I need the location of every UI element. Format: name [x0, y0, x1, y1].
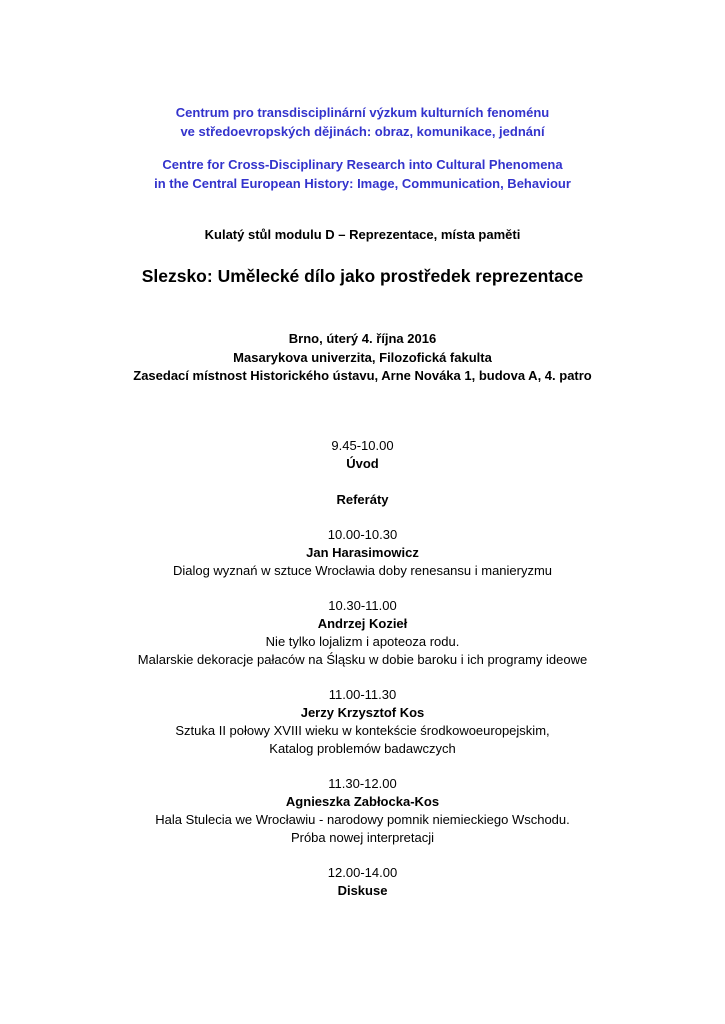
roundtable-subtitle: Kulatý stůl modulu D – Reprezentace, místa paměti	[204, 227, 521, 242]
program-intro	[0, 437, 725, 473]
talk-title: Próba nowej interpretacji	[290, 830, 435, 845]
discussion-label: Diskuse	[337, 883, 388, 898]
talk-title: Hala Stulecia we Wrocławiu - narodowy pomnik niemieckiego Wschodu.	[155, 812, 570, 827]
page-title: Slezsko: Umělecké dílo jako prostředek reprezentace	[141, 266, 584, 286]
event-room: Zasedací místnost Historického ústavu, Arne Nováka 1, budova A, 4. patro	[133, 368, 592, 383]
header-cz-line1: Centrum pro transdisciplinární výzkum kulturních fenoménu	[175, 105, 550, 120]
talk-title: Katalog problemów badawczych	[269, 741, 456, 756]
talk-item	[0, 686, 725, 758]
discussion-time: 12.00-14.00	[327, 865, 398, 880]
header-english	[0, 155, 725, 193]
talk-title: Malarskie dekoracje pałaców na Śląsku w dobie baroku i ich programy ideowe	[137, 652, 588, 667]
talk-speaker: Jan Harasimowicz	[306, 545, 419, 560]
event-institution: Masarykova univerzita, Filozofická fakulta	[233, 349, 492, 365]
talk-title: Nie tylko lojalizm i apoteoza rodu.	[265, 634, 460, 649]
section-label: Referáty	[336, 492, 389, 507]
program-discussion	[0, 864, 725, 900]
header-en-line1: Centre for Cross-Disciplinary Research into Cultural Phenomena	[162, 157, 563, 172]
talk-title: Sztuka II połowy XVIII wieku w kontekście środkowoeuropejskim,	[175, 723, 550, 738]
intro-label: Úvod	[346, 456, 379, 471]
talk-item	[0, 597, 725, 669]
event-date: Brno, úterý 4. října 2016	[288, 331, 437, 346]
talk-time: 11.00-11.30	[328, 687, 397, 702]
header-cz-line2: ve středoevropských dějinách: obraz, komunikace, jednání	[180, 124, 545, 139]
talk-time: 10.30-11.00	[328, 598, 397, 613]
talk-time: 10.00-10.30	[327, 527, 398, 542]
header-czech	[0, 103, 725, 141]
intro-time: 9.45-10.00	[331, 438, 394, 453]
talk-speaker: Andrzej Kozieł	[317, 616, 408, 631]
talk-speaker: Agnieszka Zabłocka-Kos	[285, 794, 440, 809]
event-info	[0, 330, 725, 386]
section-heading	[0, 491, 725, 509]
talk-time: 11.30-12.00	[328, 776, 397, 791]
talk-item	[0, 526, 725, 580]
header-en-line2: in the Central European History: Image, Communication, Behaviour	[154, 176, 571, 191]
talk-item	[0, 775, 725, 847]
talk-title: Dialog wyznań w sztuce Wrocławia doby renesansu i manieryzmu	[172, 563, 553, 578]
talk-speaker: Jerzy Krzysztof Kos	[300, 705, 425, 720]
